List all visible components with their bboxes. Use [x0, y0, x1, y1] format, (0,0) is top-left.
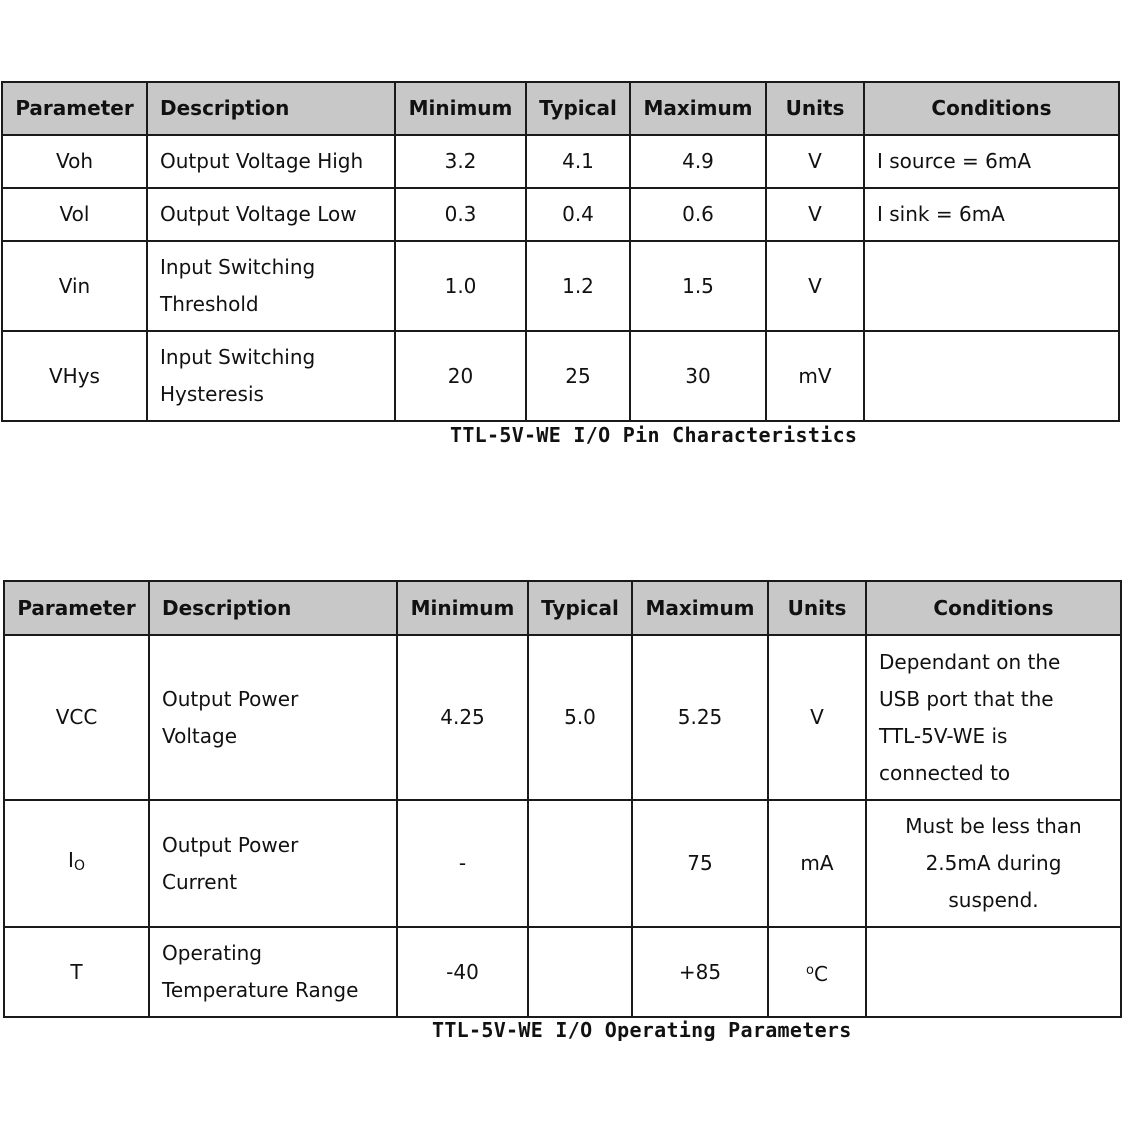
cell-maximum: 1.5: [630, 241, 766, 331]
cell-conditions: [864, 241, 1119, 331]
cell-units: mA: [768, 800, 866, 927]
table-row: [4, 635, 1121, 800]
header-conditions: Conditions: [864, 82, 1119, 135]
cell-units: [768, 927, 866, 1017]
cell-typical: 1.2: [526, 241, 630, 331]
header-parameter: Parameter: [2, 82, 147, 135]
description-line: Output Power: [162, 686, 299, 711]
cell-minimum: 4.25: [397, 635, 528, 800]
table-row: [2, 241, 1119, 331]
cell-units: mV: [766, 331, 864, 421]
cell-typical: 4.1: [526, 135, 630, 188]
description-line: Threshold: [160, 292, 259, 316]
cell-units: V: [766, 188, 864, 241]
table-caption: TTL-5V-WE I/O Operating Parameters: [432, 1018, 852, 1042]
cell-typical: [528, 927, 632, 1017]
header-units: Units: [768, 581, 866, 635]
cell-description: [149, 635, 397, 800]
conditions-line: TTL-5V-WE is: [879, 723, 1008, 748]
header-parameter: Parameter: [4, 581, 149, 635]
cell-units: V: [766, 135, 864, 188]
cell-parameter: [4, 800, 149, 927]
description-line: Current: [162, 869, 238, 894]
cell-conditions: [866, 800, 1121, 927]
cell-typical: 5.0: [528, 635, 632, 800]
cell-maximum: 4.9: [630, 135, 766, 188]
conditions-line: 2.5mA during: [925, 851, 1062, 875]
units-letter: C: [814, 961, 828, 986]
cell-conditions: I source = 6mA: [864, 135, 1119, 188]
cell-minimum: 0.3: [395, 188, 526, 241]
cell-description: [149, 927, 397, 1017]
operating-parameters-table: [3, 580, 1122, 1018]
parameter-symbol: I: [68, 848, 74, 872]
cell-minimum: -: [397, 800, 528, 927]
header-conditions: Conditions: [866, 581, 1121, 635]
header-maximum: Maximum: [630, 82, 766, 135]
table-row: [2, 135, 1119, 188]
header-minimum: Minimum: [395, 82, 526, 135]
cell-minimum: 20: [395, 331, 526, 421]
cell-units: V: [768, 635, 866, 800]
cell-maximum: 75: [632, 800, 768, 927]
table-header-row: [2, 82, 1119, 135]
table-row: [4, 800, 1121, 927]
cell-typical: [528, 800, 632, 927]
conditions-line: Must be less than: [905, 814, 1082, 838]
header-typical: Typical: [526, 82, 630, 135]
conditions-line: suspend.: [948, 888, 1039, 912]
description-line: Output Power: [162, 832, 299, 857]
header-typical: Typical: [528, 581, 632, 635]
description-line: Hysteresis: [160, 382, 264, 406]
cell-parameter: Vin: [2, 241, 147, 331]
degree-superscript: o: [806, 962, 814, 978]
description-line: Input Switching: [160, 255, 316, 279]
header-units: Units: [766, 82, 864, 135]
table-row: [2, 188, 1119, 241]
header-description: Description: [149, 581, 397, 635]
header-maximum: Maximum: [632, 581, 768, 635]
cell-parameter: Vol: [2, 188, 147, 241]
cell-conditions: I sink = 6mA: [864, 188, 1119, 241]
table-caption: TTL-5V-WE I/O Pin Characteristics: [450, 423, 858, 447]
cell-maximum: 5.25: [632, 635, 768, 800]
cell-typical: 0.4: [526, 188, 630, 241]
cell-parameter: T: [4, 927, 149, 1017]
description-line: Input Switching: [160, 345, 316, 369]
cell-conditions: [866, 927, 1121, 1017]
cell-description: Output Voltage High: [147, 135, 395, 188]
pin-characteristics-table: [1, 81, 1120, 422]
table-row: [4, 927, 1121, 1017]
conditions-line: Dependant on the: [879, 649, 1061, 674]
cell-parameter: VHys: [2, 331, 147, 421]
cell-maximum: 30: [630, 331, 766, 421]
header-description: Description: [147, 82, 395, 135]
cell-parameter: Voh: [2, 135, 147, 188]
cell-description: [149, 800, 397, 927]
description-line: Operating: [162, 941, 262, 965]
cell-conditions: [864, 331, 1119, 421]
cell-maximum: 0.6: [630, 188, 766, 241]
table-row: [2, 331, 1119, 421]
cell-description: [147, 241, 395, 331]
cell-minimum: 3.2: [395, 135, 526, 188]
cell-typical: 25: [526, 331, 630, 421]
conditions-line: connected to: [879, 760, 1011, 785]
header-minimum: Minimum: [397, 581, 528, 635]
cell-parameter: VCC: [4, 635, 149, 800]
table-header-row: [4, 581, 1121, 635]
cell-minimum: 1.0: [395, 241, 526, 331]
description-line: Temperature Range: [162, 978, 359, 1002]
cell-description: Output Voltage Low: [147, 188, 395, 241]
parameter-subscript: O: [73, 858, 85, 874]
cell-minimum: -40: [397, 927, 528, 1017]
conditions-line: USB port that the: [879, 686, 1054, 711]
cell-description: [147, 331, 395, 421]
cell-units: V: [766, 241, 864, 331]
cell-maximum: +85: [632, 927, 768, 1017]
description-line: Voltage: [162, 723, 238, 748]
cell-conditions: [866, 635, 1121, 800]
